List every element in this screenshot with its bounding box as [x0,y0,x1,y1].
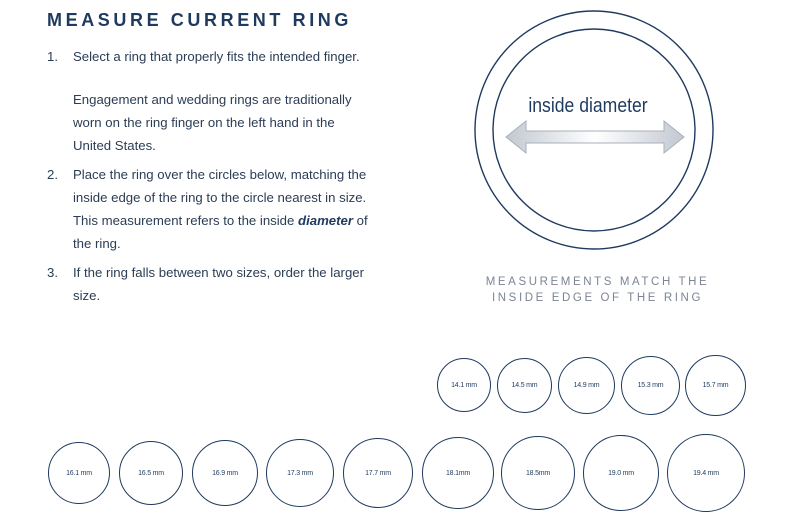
page-title: MEASURE CURRENT RING [47,10,353,30]
step-text: If the ring falls between two sizes, order the larger size. [73,265,365,303]
step-number: 1. [47,49,58,64]
step-number: 2. [47,167,58,182]
ring-size-circle: 14.9 mm [558,357,615,414]
ring-size-circle: 14.5 mm [497,358,552,413]
ring-size-circle: 16.9 mm [192,440,258,506]
step-text-part: of the ring. [73,213,368,251]
ring-diagram [470,10,730,270]
step-text [73,163,373,255]
step-text: Select a ring that properly fits the intended finger. [73,49,360,64]
ring-size-circle: 17.3 mm [266,439,334,507]
ring-size-circle: 15.3 mm [621,356,680,415]
ring-size-circle: 14.1 mm [437,358,491,412]
ring-size-circle: 19.0 mm [583,435,659,511]
ring-size-circle: 16.5 mm [119,441,183,505]
step-note: Engagement and wedding rings are traditionally worn on the ring finger on the left hand in the United States. [73,92,352,153]
step-text-part: Place the ring over the circles below, matching the inside edge of the ring to the circle nearest in size. This measurement refers to the inside [73,167,367,228]
step-number: 3. [47,265,58,280]
caption-line-1: MEASUREMENTS MATCH THE [485,276,710,288]
ring-size-circle: 19.4 mm [667,434,745,512]
ring-size-circle: 18.1mm [422,437,494,509]
double-arrow-icon [506,121,684,153]
ring-size-circle: 17.7 mm [343,438,413,508]
ring-size-circle: 18.5mm [501,436,575,510]
diagram-label: inside diameter [528,93,648,117]
ring-outer-edge [475,11,713,249]
emphasis-diameter: diameter [298,213,354,228]
caption-line-2: INSIDE EDGE OF THE RING [491,292,704,304]
ring-size-circle: 16.1 mm [48,442,110,504]
ring-size-circle: 15.7 mm [685,355,746,416]
